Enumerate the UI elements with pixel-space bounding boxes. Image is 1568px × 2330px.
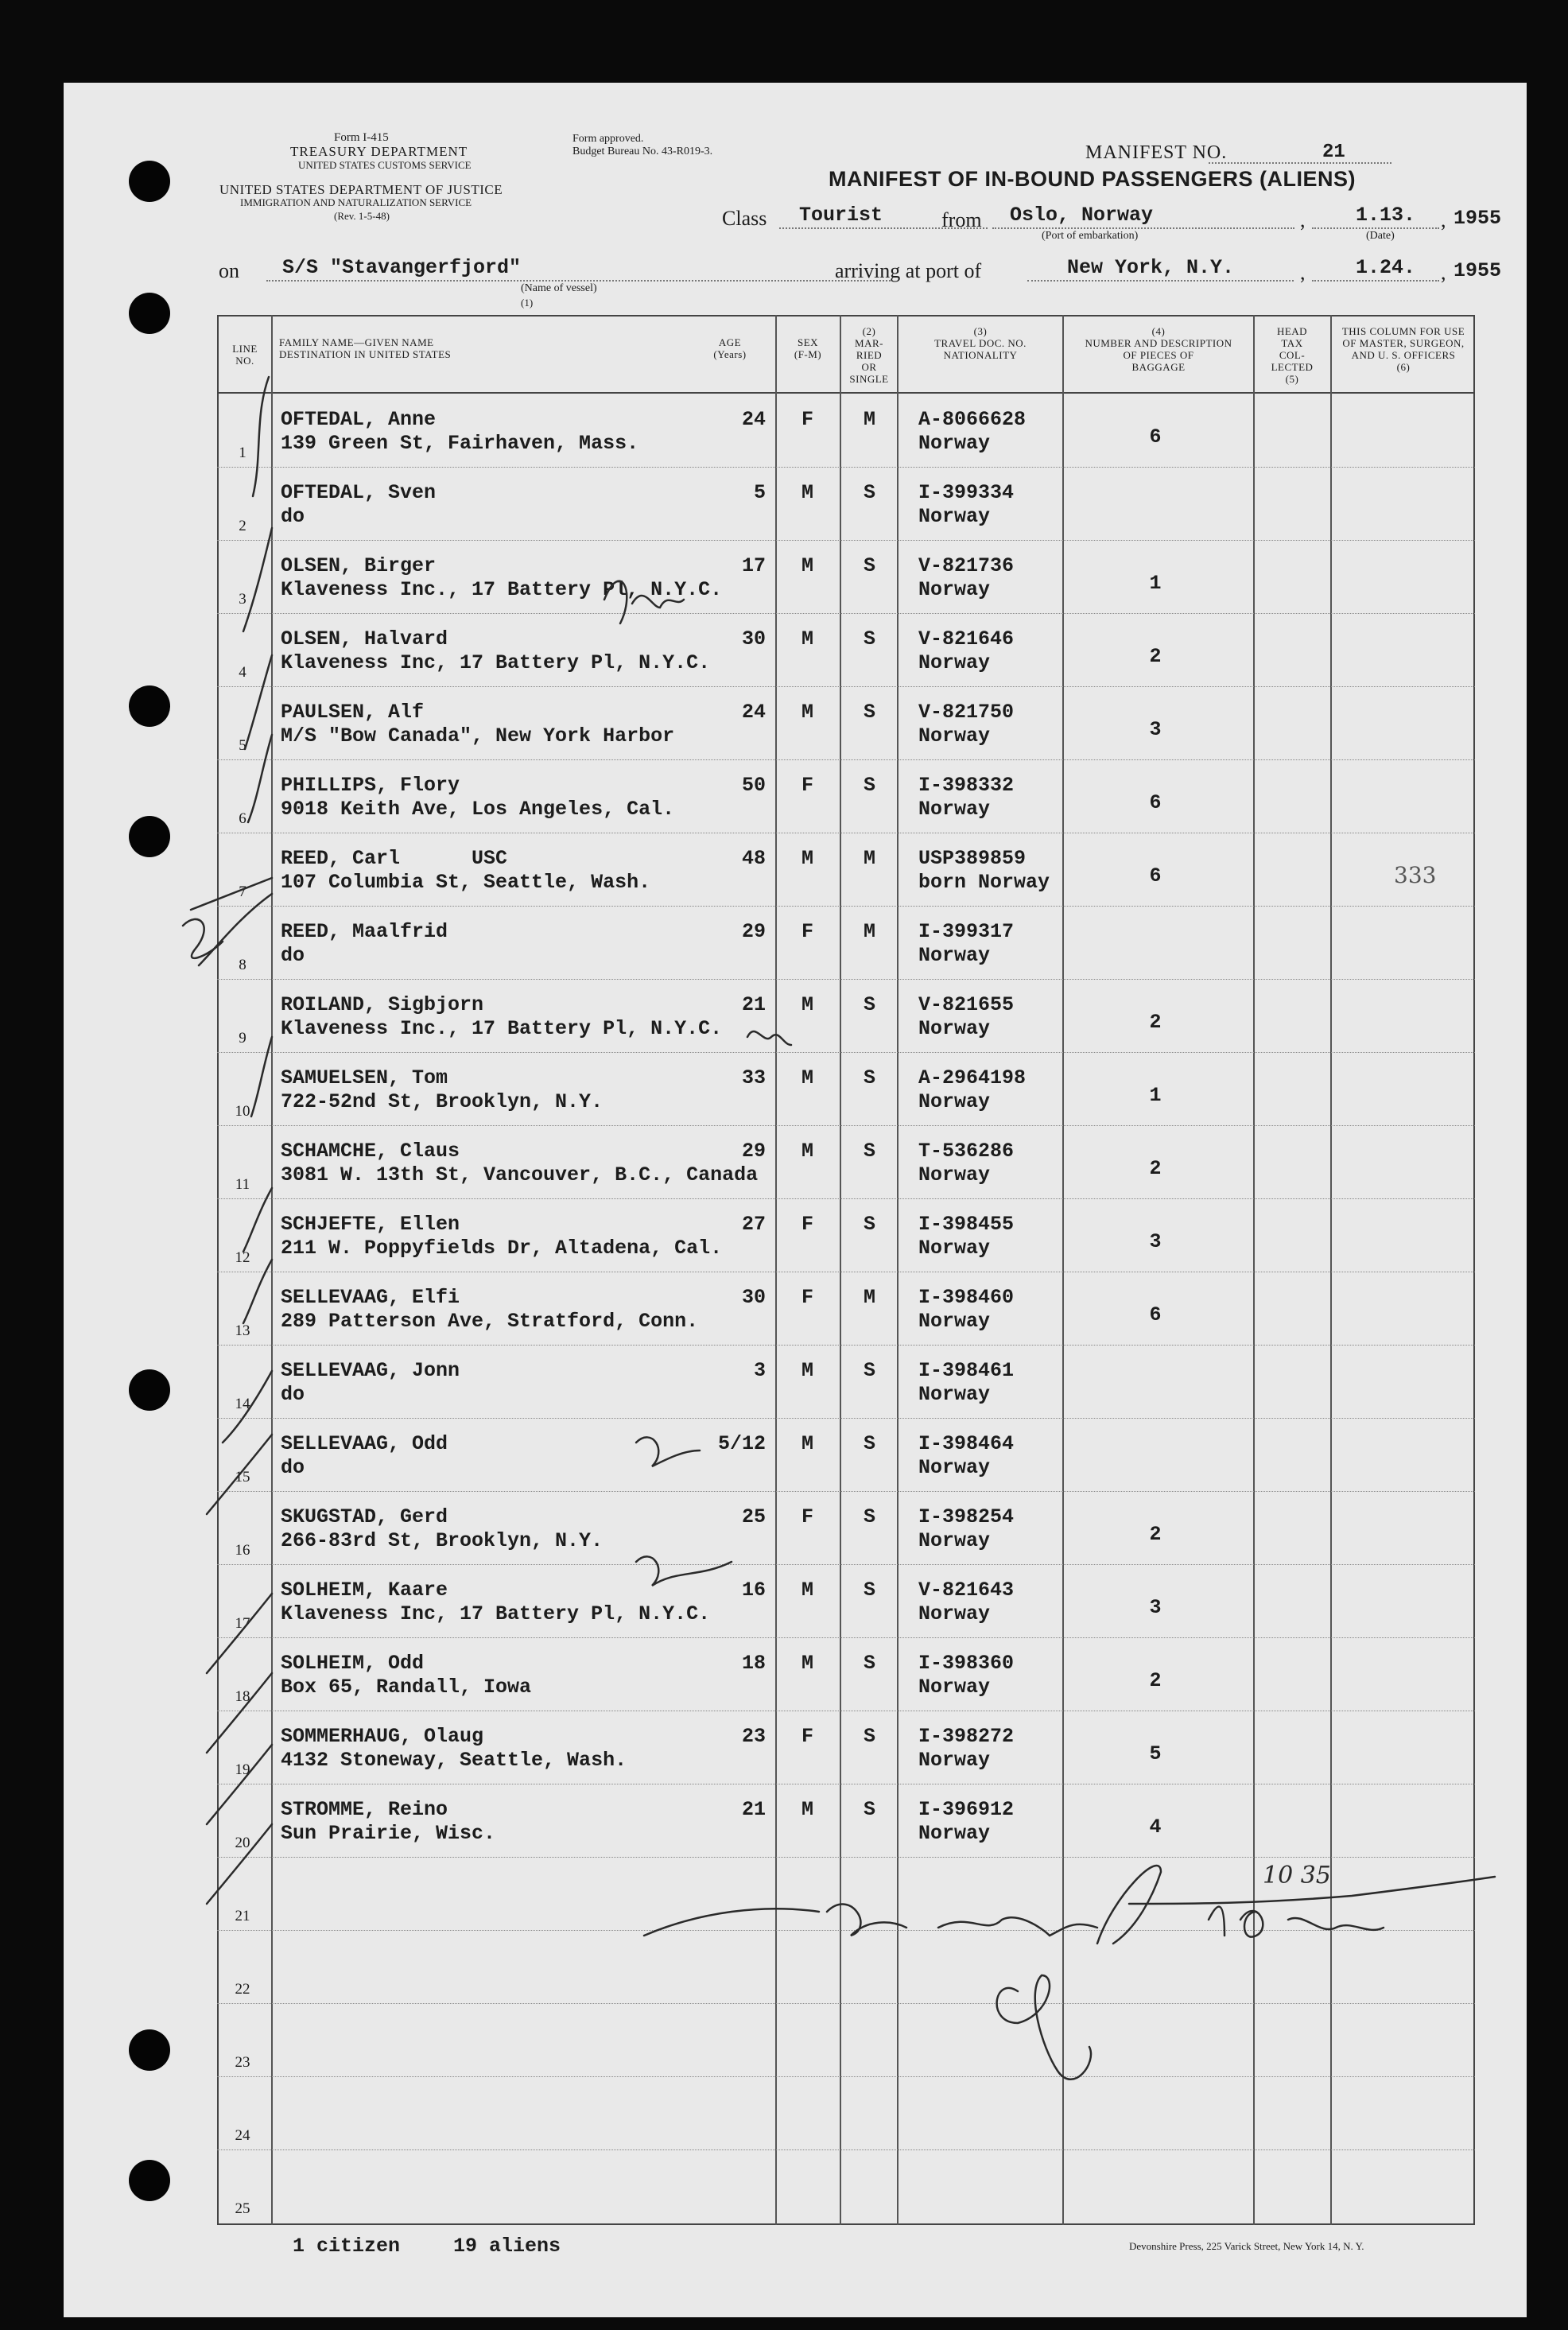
line-number: 25 [235,2200,250,2217]
age: 21 [741,1798,766,1821]
embarkation-port: Oslo, Norway [1010,204,1154,227]
line-number: 3 [239,591,246,608]
nationality: Norway [918,1163,991,1186]
header-text: OF PIECES OF [1123,348,1194,361]
line-number: 24 [235,2127,250,2144]
destination: 266-83rd St, Brooklyn, N.Y. [281,1529,604,1552]
marital-status: S [864,1359,876,1382]
header-text: DESTINATION IN UNITED STATES [279,348,452,360]
age: 29 [741,1140,766,1163]
destination: Klaveness Inc., 17 Battery Pl, N.Y.C. [281,1017,723,1040]
destination: do [281,944,305,967]
marital-status: S [864,1140,876,1163]
sex: F [801,408,814,431]
vessel-col-no: (1) [521,297,534,309]
travel-doc-no: I-399317 [918,920,1015,943]
header-text: AGE [718,336,742,348]
header-text: TRAVEL DOC. NO. [934,336,1027,349]
header-text: SEX [797,336,819,348]
baggage-count: 2 [1149,1669,1162,1692]
line-number: 15 [235,1469,250,1485]
sex: F [801,1213,814,1236]
marital-status: S [864,1505,876,1528]
travel-doc-no: A-2964198 [918,1066,1027,1089]
header-text: NO. [235,354,254,367]
header-text: THIS COLUMN FOR USE [1341,325,1465,337]
passenger-name: REED, Carl [281,847,401,870]
departure-year: 1955 [1454,207,1502,230]
header-text: SINGLE [849,372,889,385]
sex: M [801,1140,814,1163]
class-value: Tourist [799,204,883,227]
passenger-name: SELLEVAAG, Elfi [281,1286,460,1309]
marital-status: S [864,1798,876,1821]
line-number: 2 [239,518,246,534]
age: 50 [741,774,766,797]
destination: Klaveness Inc, 17 Battery Pl, N.Y.C. [281,1602,711,1625]
header-text: MAR- [855,336,883,349]
sex: M [801,1579,814,1602]
nationality: Norway [918,578,991,601]
age: 30 [741,627,766,650]
destination: do [281,1383,305,1406]
destination: 4132 Stoneway, Seattle, Wash. [281,1749,627,1772]
sex: F [801,1725,814,1748]
age: 33 [741,1066,766,1089]
travel-doc-no: I-396912 [918,1798,1015,1821]
revision-date: (Rev. 1-5-48) [334,210,390,222]
nationality: Norway [918,1310,991,1333]
header-text: BAGGAGE [1131,360,1186,373]
on-label: on [219,259,239,282]
marital-status: M [864,847,876,870]
line-number: 7 [239,883,246,900]
arrival-year: 1955 [1454,259,1502,282]
travel-doc-no: I-398460 [918,1286,1015,1309]
marital-status: M [864,920,876,943]
travel-doc-no: I-398254 [918,1505,1015,1528]
marital-status: S [864,1725,876,1748]
travel-doc-no: V-821736 [918,554,1015,577]
line-number: 4 [239,664,246,681]
nationality: Norway [918,724,991,748]
manifest-no-value: 21 [1322,142,1345,163]
passenger-name: OFTEDAL, Sven [281,481,437,504]
travel-doc-no: A-8066628 [918,408,1027,431]
ins-service: IMMIGRATION AND NATURALIZATION SERVICE [240,196,472,208]
line-number: 9 [239,1030,246,1047]
vessel-caption: (Name of vessel) [521,282,597,294]
sex: F [801,1505,814,1528]
line-number: 12 [235,1249,250,1266]
passenger-name: ROILAND, Sigbjorn [281,993,484,1016]
budget-bureau: Budget Bureau No. 43-R019-3. [572,146,713,157]
baggage-count: 3 [1149,1230,1162,1253]
travel-doc-no: T-536286 [918,1140,1015,1163]
baggage-count: 5 [1149,1742,1162,1765]
sex: M [801,1066,814,1089]
passenger-name: SOMMERHAUG, Olaug [281,1725,484,1748]
header-text: COL- [1279,348,1306,361]
passenger-name: SOLHEIM, Odd [281,1652,425,1675]
baggage-count: 2 [1149,1157,1162,1180]
header-text: HEAD [1276,325,1308,337]
arrival-date: 1.24. [1356,256,1416,279]
handwritten-signature [64,83,1527,2317]
destination: M/S "Bow Canada", New York Harbor [281,724,675,748]
travel-doc-no: I-398272 [918,1725,1015,1748]
printer-imprint: Devonshire Press, 225 Varick Street, New York 14, N. Y. [1129,2240,1364,2252]
nationality: Norway [918,1676,991,1699]
form-approved: Form approved. [572,133,644,145]
age: 21 [741,993,766,1016]
baggage-count: 6 [1149,425,1162,449]
marital-status: M [864,1286,876,1309]
age: 27 [741,1213,766,1236]
passenger-name: SCHJEFTE, Ellen [281,1213,460,1236]
travel-doc-no: V-821750 [918,701,1015,724]
marital-status: S [864,701,876,724]
nationality: Norway [918,1383,991,1406]
header-text: AND U. S. OFFICERS [1351,348,1456,361]
marital-status: S [864,774,876,797]
sex: M [801,481,814,504]
marital-status: S [864,1652,876,1675]
sex: M [801,847,814,870]
date-caption: (Date) [1366,230,1395,242]
treasury-department: TREASURY DEPARTMENT [290,144,468,159]
marital-status: M [864,408,876,431]
destination: Sun Prairie, Wisc. [281,1822,496,1845]
line-number: 20 [235,1835,250,1851]
arrival-port: New York, N.Y. [1067,256,1235,279]
age: 3 [753,1359,766,1382]
nationality: Norway [918,1237,991,1260]
arriving-label: arriving at port of [835,259,982,282]
header-text: LECTED [1271,360,1314,373]
line-number: 22 [235,1981,250,1998]
class-label: Class [722,207,767,230]
destination: 211 W. Poppyfields Dr, Altadena, Cal. [281,1237,723,1260]
sex: M [801,701,814,724]
sex: M [801,1652,814,1675]
baggage-count: 1 [1149,1084,1162,1107]
passenger-name: SELLEVAAG, Odd [281,1432,448,1455]
alien-count: 19 aliens [453,2235,561,2258]
baggage-count: 2 [1149,1523,1162,1546]
nationality: Norway [918,1529,991,1552]
passenger-name: SAMUELSEN, Tom [281,1066,448,1089]
age: 23 [741,1725,766,1748]
line-number: 1 [239,445,246,461]
header-text: (3) [973,325,988,337]
comma: , [1300,261,1306,284]
sex: M [801,1432,814,1455]
passenger-name: OLSEN, Halvard [281,627,448,650]
nationality: Norway [918,798,991,821]
passenger-name: STROMME, Reino [281,1798,448,1821]
sex: M [801,554,814,577]
header-text: RIED [856,348,883,361]
sex: M [801,1798,814,1821]
header-text: NUMBER AND DESCRIPTION [1085,336,1232,349]
baggage-count: 2 [1149,1011,1162,1034]
marital-status: S [864,993,876,1016]
passenger-name: SELLEVAAG, Jonn [281,1359,460,1382]
destination: 289 Patterson Ave, Stratford, Conn. [281,1310,699,1333]
nationality: Norway [918,1749,991,1772]
manifest-title: MANIFEST OF IN-BOUND PASSENGERS (ALIENS) [829,167,1356,191]
header-text: FAMILY NAME—GIVEN NAME [279,336,434,348]
travel-doc-no: I-398461 [918,1359,1015,1382]
header-text: LINE [232,343,258,355]
passenger-name: SKUGSTAD, Gerd [281,1505,448,1528]
nationality: Norway [918,1017,991,1040]
vessel-name: S/S "Stavangerfjord" [282,256,522,279]
sex: M [801,627,814,650]
destination: Box 65, Randall, Iowa [281,1676,532,1699]
header-text: (5) [1285,372,1299,385]
nationality: born Norway [918,871,1050,894]
nationality: Norway [918,1090,991,1113]
passenger-name: OFTEDAL, Anne [281,408,437,431]
line-number: 10 [235,1103,250,1120]
header-text: OR [861,360,877,373]
sex: F [801,920,814,943]
travel-doc-no: I-399334 [918,481,1015,504]
baggage-count: 4 [1149,1815,1162,1839]
nationality: Norway [918,1822,991,1845]
destination: 107 Columbia St, Seattle, Wash. [281,871,651,894]
line-number: 18 [235,1688,250,1705]
travel-doc-no: I-398455 [918,1213,1015,1236]
travel-doc-no: V-821646 [918,627,1015,650]
header-text: OF MASTER, SURGEON, [1342,336,1465,349]
sex: F [801,774,814,797]
passenger-name: PAULSEN, Alf [281,701,425,724]
officer-note: 333 [1394,862,1437,888]
line-number: 6 [239,810,246,827]
line-number: 21 [235,1908,250,1924]
destination: Klaveness Inc., 17 Battery Pl, N.Y.C. [281,578,723,601]
age: 24 [741,701,766,724]
age: 16 [741,1579,766,1602]
nationality: Norway [918,432,991,455]
form-number: Form I-415 [334,131,389,144]
age: 30 [741,1286,766,1309]
header-text: (2) [862,325,876,337]
baggage-count: 3 [1149,718,1162,741]
citizen-count: 1 citizen [293,2235,401,2258]
baggage-count: 1 [1149,572,1162,595]
destination: do [281,1456,305,1479]
line-number: 17 [235,1615,250,1632]
baggage-count: 6 [1149,864,1162,887]
justice-department: UNITED STATES DEPARTMENT OF JUSTICE [219,182,503,197]
travel-doc-no: I-398360 [918,1652,1015,1675]
sex: M [801,993,814,1016]
marital-status: S [864,554,876,577]
age: 25 [741,1505,766,1528]
header-text: (4) [1151,325,1166,337]
destination: do [281,505,305,528]
line-number: 23 [235,2054,250,2071]
line-number: 5 [239,737,246,754]
marital-status: S [864,1432,876,1455]
age: 29 [741,920,766,943]
header-text: (6) [1396,360,1411,373]
travel-doc-no: V-821643 [918,1579,1015,1602]
port-caption: (Port of embarkation) [1042,230,1139,242]
passenger-name: SOLHEIM, Kaare [281,1579,448,1602]
manifest-page [64,83,1527,2317]
age: 5/12 [717,1432,766,1455]
line-number: 16 [235,1542,250,1559]
marital-status: S [864,481,876,504]
destination: 3081 W. 13th St, Vancouver, B.C., Canada [281,1163,759,1186]
destination: 139 Green St, Fairhaven, Mass. [281,432,639,455]
travel-doc-no: USP389859 [918,847,1027,870]
comma: , [1441,261,1446,284]
age: 18 [741,1652,766,1675]
comma: , [1441,208,1446,231]
nationality: Norway [918,1456,991,1479]
comma: , [1300,208,1306,231]
nationality: Norway [918,1602,991,1625]
destination: 9018 Keith Ave, Los Angeles, Cal. [281,798,675,821]
age: 24 [741,408,766,431]
passenger-name: PHILLIPS, Flory [281,774,460,797]
baggage-count: 2 [1149,645,1162,668]
nationality: Norway [918,651,991,674]
age: 5 [753,481,766,504]
age: 17 [741,554,766,577]
baggage-count: 3 [1149,1596,1162,1619]
marital-status: S [864,627,876,650]
baggage-count: 6 [1149,791,1162,814]
travel-doc-no: I-398464 [918,1432,1015,1455]
line-number: 13 [235,1322,250,1339]
destination: Klaveness Inc, 17 Battery Pl, N.Y.C. [281,651,711,674]
header-text: TAX [1281,336,1303,349]
marital-status: S [864,1213,876,1236]
header-text: (Years) [713,348,747,360]
customs-service: UNITED STATES CUSTOMS SERVICE [298,159,472,171]
header-text: (F-M) [794,348,822,360]
from-label: from [941,208,982,231]
departure-date: 1.13. [1356,204,1416,227]
sex: F [801,1286,814,1309]
baggage-count: 6 [1149,1303,1162,1326]
passenger-name: OLSEN, Birger [281,554,437,577]
line-number: 11 [235,1176,250,1193]
header-text: NATIONALITY [943,348,1018,361]
margin-time-note: 10 35 [1263,1862,1331,1889]
marital-status: S [864,1066,876,1089]
nationality: Norway [918,505,991,528]
line-number: 19 [235,1761,250,1778]
sex: M [801,1359,814,1382]
passenger-name: REED, Maalfrid [281,920,448,943]
line-number: 14 [235,1396,250,1412]
travel-doc-no: I-398332 [918,774,1015,797]
citizenship-note: USC [472,847,508,870]
manifest-no-label: MANIFEST NO. [1085,142,1228,163]
passenger-name: SCHAMCHE, Claus [281,1140,460,1163]
line-number: 8 [239,957,246,973]
age: 48 [741,847,766,870]
marital-status: S [864,1579,876,1602]
destination: 722-52nd St, Brooklyn, N.Y. [281,1090,604,1113]
nationality: Norway [918,944,991,967]
travel-doc-no: V-821655 [918,993,1015,1016]
